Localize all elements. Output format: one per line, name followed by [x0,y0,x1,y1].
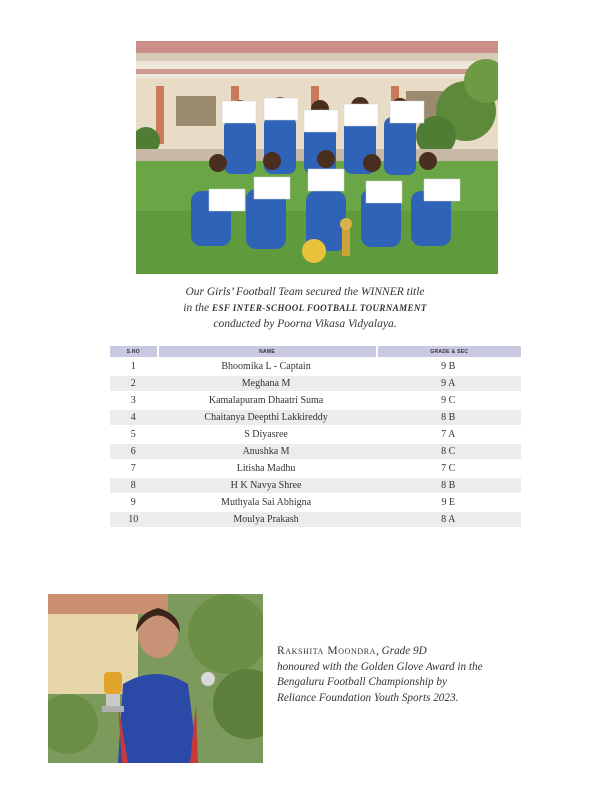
sno-cell: 10 [110,512,157,527]
award-caption-line2: honoured with the Golden Glove Award in the [277,660,483,673]
award-caption-line4: Reliance Foundation Youth Sports 2023. [277,691,459,704]
team-caption-line3: conducted by Poorna Vikasa Vidyalaya. [213,318,397,330]
sno-cell: 7 [130,463,136,474]
team-roster-table [110,344,521,529]
award-caption-line1 [277,644,527,660]
sno-cell: 2 [110,376,157,391]
sno-cell: 1 [130,361,136,372]
grade-cell: 9 A [376,376,521,391]
winner-name: Rakshita Moondra [277,645,377,657]
table-row [110,410,521,425]
table-row [110,512,521,527]
sno-header: S.NO [110,346,157,357]
team-caption-line2-pre: in the [183,302,210,314]
name-cell: S Diyasree [244,429,288,440]
table-row [110,495,521,510]
sno-cell: 6 [110,444,157,459]
name-cell: Bhoomika L - Captain [221,361,311,372]
table-row [110,359,521,374]
sno-cell: 8 [110,478,157,493]
grade-cell: 8 C [376,444,521,459]
team-caption-line2 [110,300,500,316]
grade-cell: 8 B [376,478,521,493]
sno-cell: 4 [110,410,157,425]
tournament-name: ESF INTER-SCHOOL FOOTBALL TOURNAMENT [212,303,427,313]
name-cell: Litisha Madhu [236,463,296,474]
table-row [110,461,521,476]
grade-cell: 8 B [376,410,521,425]
team-caption-line1: Our Girls’ Football Team secured the WINNER title [185,286,425,298]
award-caption-line3: Bengaluru Football Championship by [277,676,447,688]
grade-cell: 7 C [441,463,456,474]
table-row [110,376,521,391]
name-cell: H K Navya Shree [157,478,376,493]
winner-grade: , Grade 9D [376,645,427,657]
grade-header: GRADE & SEC [376,346,521,357]
table-row [110,444,521,459]
name-cell: Muthyala Sai Abhigna [221,497,312,508]
name-cell: Anushka M [157,444,376,459]
name-cell: Chaitanya Deepthi Lakkireddy [157,410,376,425]
award-winner-photo [48,594,263,763]
table-row [110,393,521,408]
sno-cell: 9 [130,497,136,508]
table-row [110,427,521,442]
grade-cell: 9 C [441,395,456,406]
team-caption [110,284,500,332]
award-caption [277,644,527,706]
grade-cell: 7 A [441,429,456,440]
name-cell: Kamalapuram Dhaatri Suma [208,395,324,406]
sno-cell: 5 [130,429,136,440]
grade-cell: 9 B [441,361,456,372]
grade-cell: 9 E [441,497,456,508]
grade-cell: 8 A [376,512,521,527]
name-header: NAME [157,346,376,357]
table-header-row [110,346,521,357]
name-cell: Meghana M [157,376,376,391]
team-photo [136,41,498,274]
name-cell: Moulya Prakash [157,512,376,527]
table-row [110,478,521,493]
sno-cell: 3 [130,395,136,406]
